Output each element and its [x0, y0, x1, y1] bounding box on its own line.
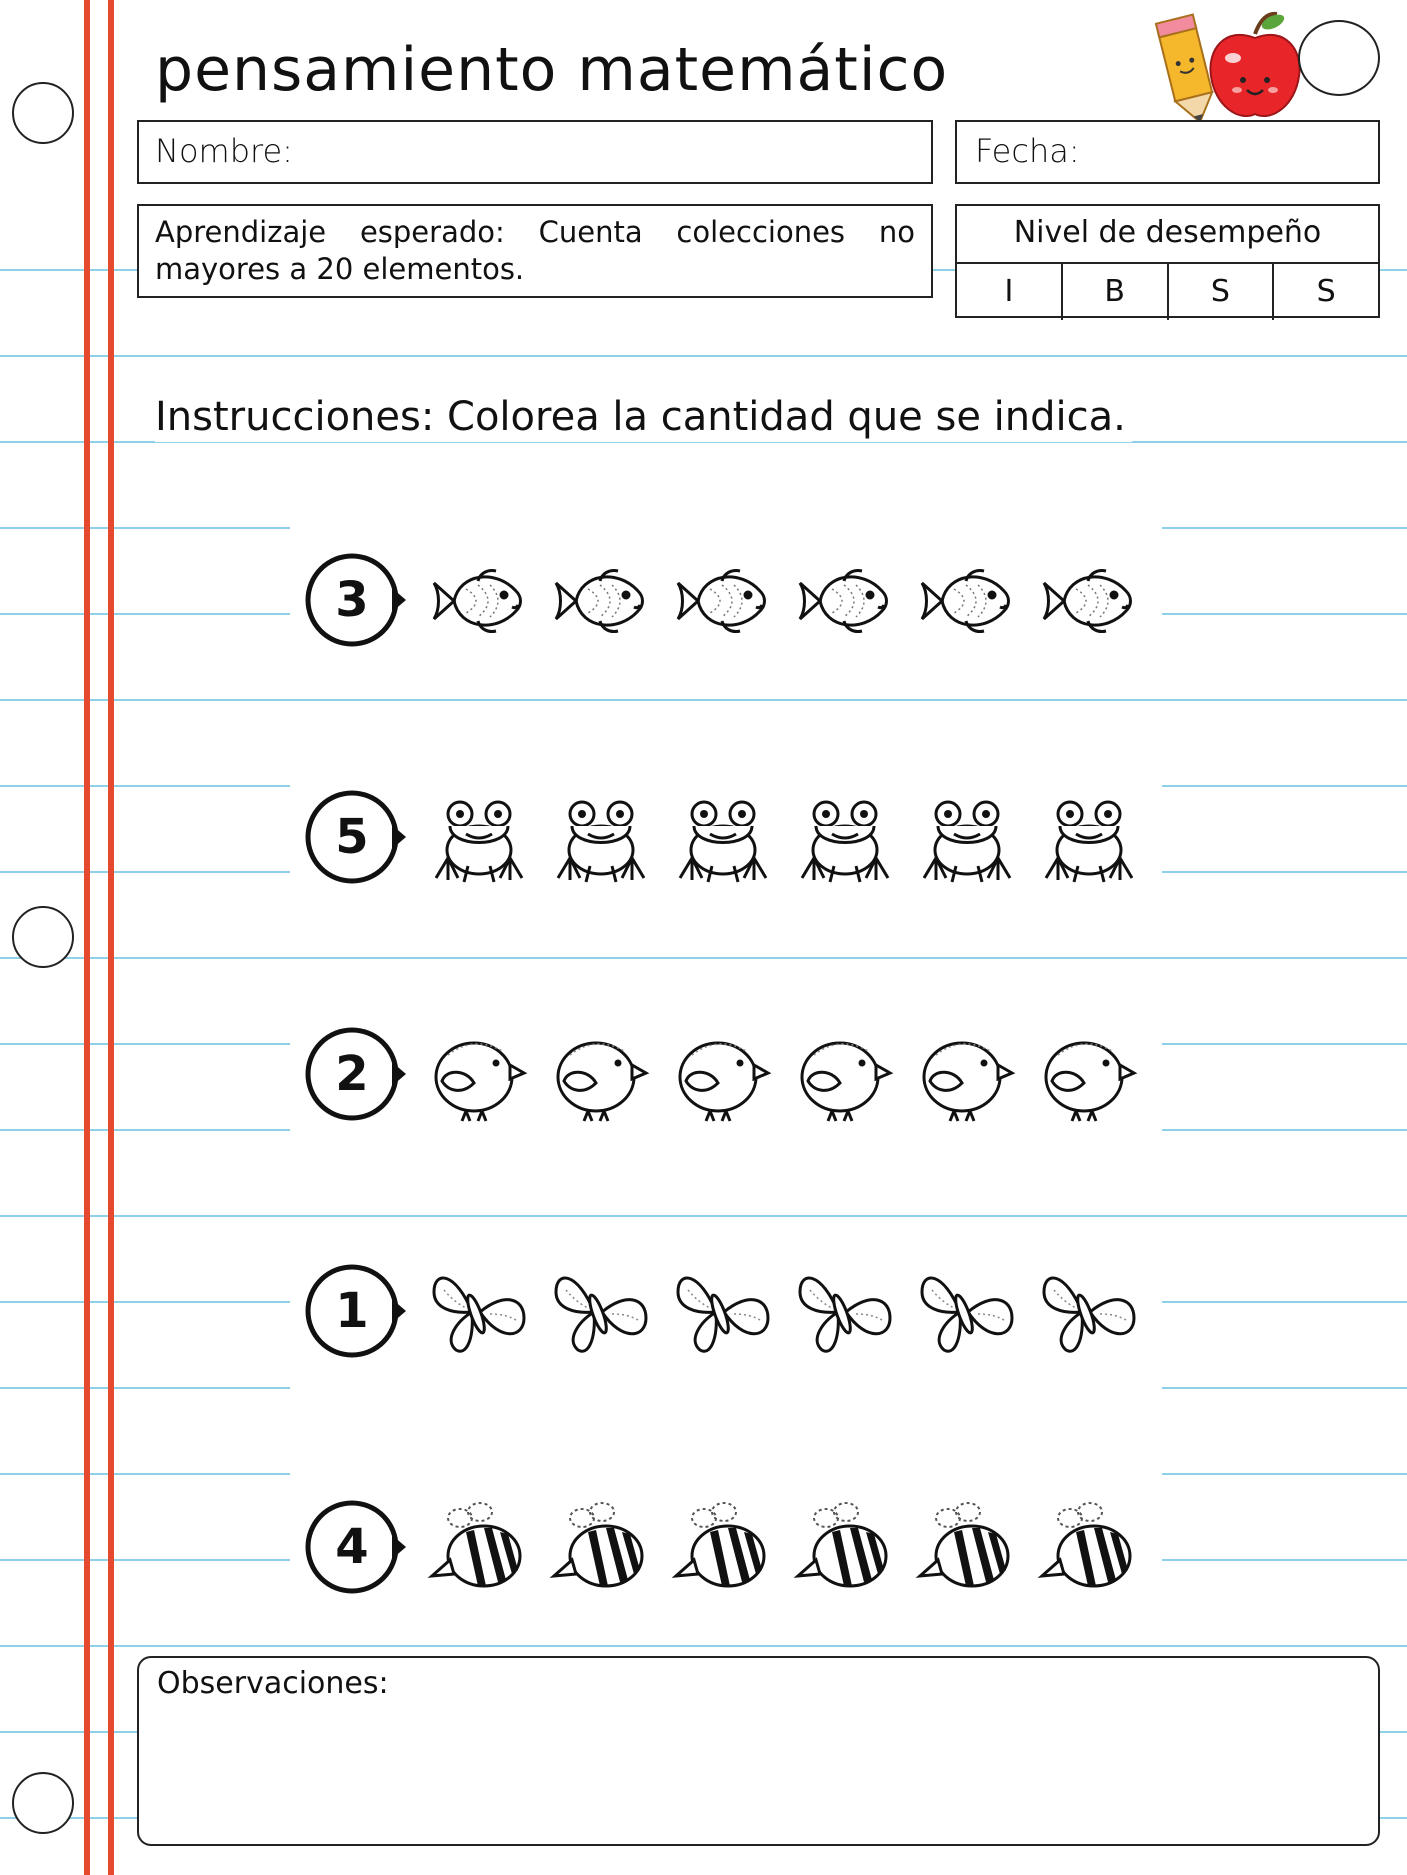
bird-icon[interactable]: [426, 1025, 532, 1125]
bird-icon[interactable]: [548, 1025, 654, 1125]
level-cell-1[interactable]: I: [957, 264, 1063, 320]
binder-hole-top: [12, 82, 74, 144]
binder-hole-middle: [12, 906, 74, 968]
fish-icon[interactable]: [670, 551, 776, 651]
quantity-number: 4: [335, 1519, 369, 1575]
margin-line-left: [84, 0, 90, 1875]
learning-objective-box: [137, 204, 933, 298]
level-cell-3[interactable]: S: [1169, 264, 1275, 320]
counting-row: [290, 980, 1162, 1170]
instructions-text: Instrucciones: Colorea la cantidad que se indica.: [155, 392, 1132, 442]
frog-icon[interactable]: [670, 788, 776, 888]
quantity-badge: [304, 1261, 414, 1361]
frog-icon[interactable]: [914, 788, 1020, 888]
bee-icon[interactable]: [914, 1498, 1020, 1598]
butterfly-icon[interactable]: [670, 1262, 776, 1362]
bird-icon[interactable]: [670, 1025, 776, 1125]
quantity-number: 5: [335, 809, 369, 865]
frog-icon[interactable]: [792, 788, 898, 888]
learning-objective-text: Aprendizaje esperado: Cuenta colecciones no mayores a 20 elementos.: [155, 215, 915, 286]
bird-icon[interactable]: [914, 1025, 1020, 1125]
observations-box[interactable]: [137, 1656, 1380, 1846]
butterfly-icon[interactable]: [1036, 1262, 1142, 1362]
butterfly-icon[interactable]: [426, 1262, 532, 1362]
quantity-number: 1: [335, 1283, 369, 1339]
counting-row: [290, 1453, 1162, 1643]
bee-icon[interactable]: [670, 1498, 776, 1598]
frog-icon[interactable]: [426, 788, 532, 888]
fish-icon[interactable]: [426, 551, 532, 651]
quantity-badge: [304, 787, 414, 887]
level-cell-4[interactable]: S: [1316, 274, 1336, 309]
fish-icon[interactable]: [548, 551, 654, 651]
level-cell-2[interactable]: B: [1063, 264, 1169, 320]
performance-level-table: [955, 204, 1380, 318]
bird-icon[interactable]: [1036, 1025, 1142, 1125]
quantity-number: 2: [335, 1046, 369, 1102]
frog-icon[interactable]: [548, 788, 654, 888]
bee-icon[interactable]: [426, 1498, 532, 1598]
fish-icon[interactable]: [1036, 551, 1142, 651]
observations-label: Observaciones:: [157, 1666, 389, 1701]
date-label: Fecha:: [975, 132, 1080, 170]
performance-level-title: Nivel de desempeño: [957, 206, 1378, 264]
quantity-badge: [304, 1024, 414, 1124]
name-field[interactable]: [137, 120, 933, 184]
quantity-badge: [304, 550, 414, 650]
binder-hole-bottom: [12, 1772, 74, 1834]
counting-row: [290, 1217, 1162, 1407]
bee-icon[interactable]: [548, 1498, 654, 1598]
butterfly-icon[interactable]: [792, 1262, 898, 1362]
butterfly-icon[interactable]: [548, 1262, 654, 1362]
page-title: pensamiento matemático: [155, 35, 949, 105]
frog-icon[interactable]: [1036, 788, 1142, 888]
fish-icon[interactable]: [792, 551, 898, 651]
quantity-number: 3: [335, 572, 369, 628]
date-field[interactable]: [955, 120, 1380, 184]
score-circle[interactable]: [1298, 20, 1380, 96]
counting-row: [290, 506, 1162, 696]
bee-icon[interactable]: [792, 1498, 898, 1598]
bee-icon[interactable]: [1036, 1498, 1142, 1598]
pencil-apple-icon: [1155, 6, 1305, 124]
fish-icon[interactable]: [914, 551, 1020, 651]
bird-icon[interactable]: [792, 1025, 898, 1125]
name-label: Nombre:: [155, 132, 293, 170]
margin-line-right: [108, 0, 114, 1875]
butterfly-icon[interactable]: [914, 1262, 1020, 1362]
quantity-badge: [304, 1497, 414, 1597]
counting-row: [290, 743, 1162, 933]
